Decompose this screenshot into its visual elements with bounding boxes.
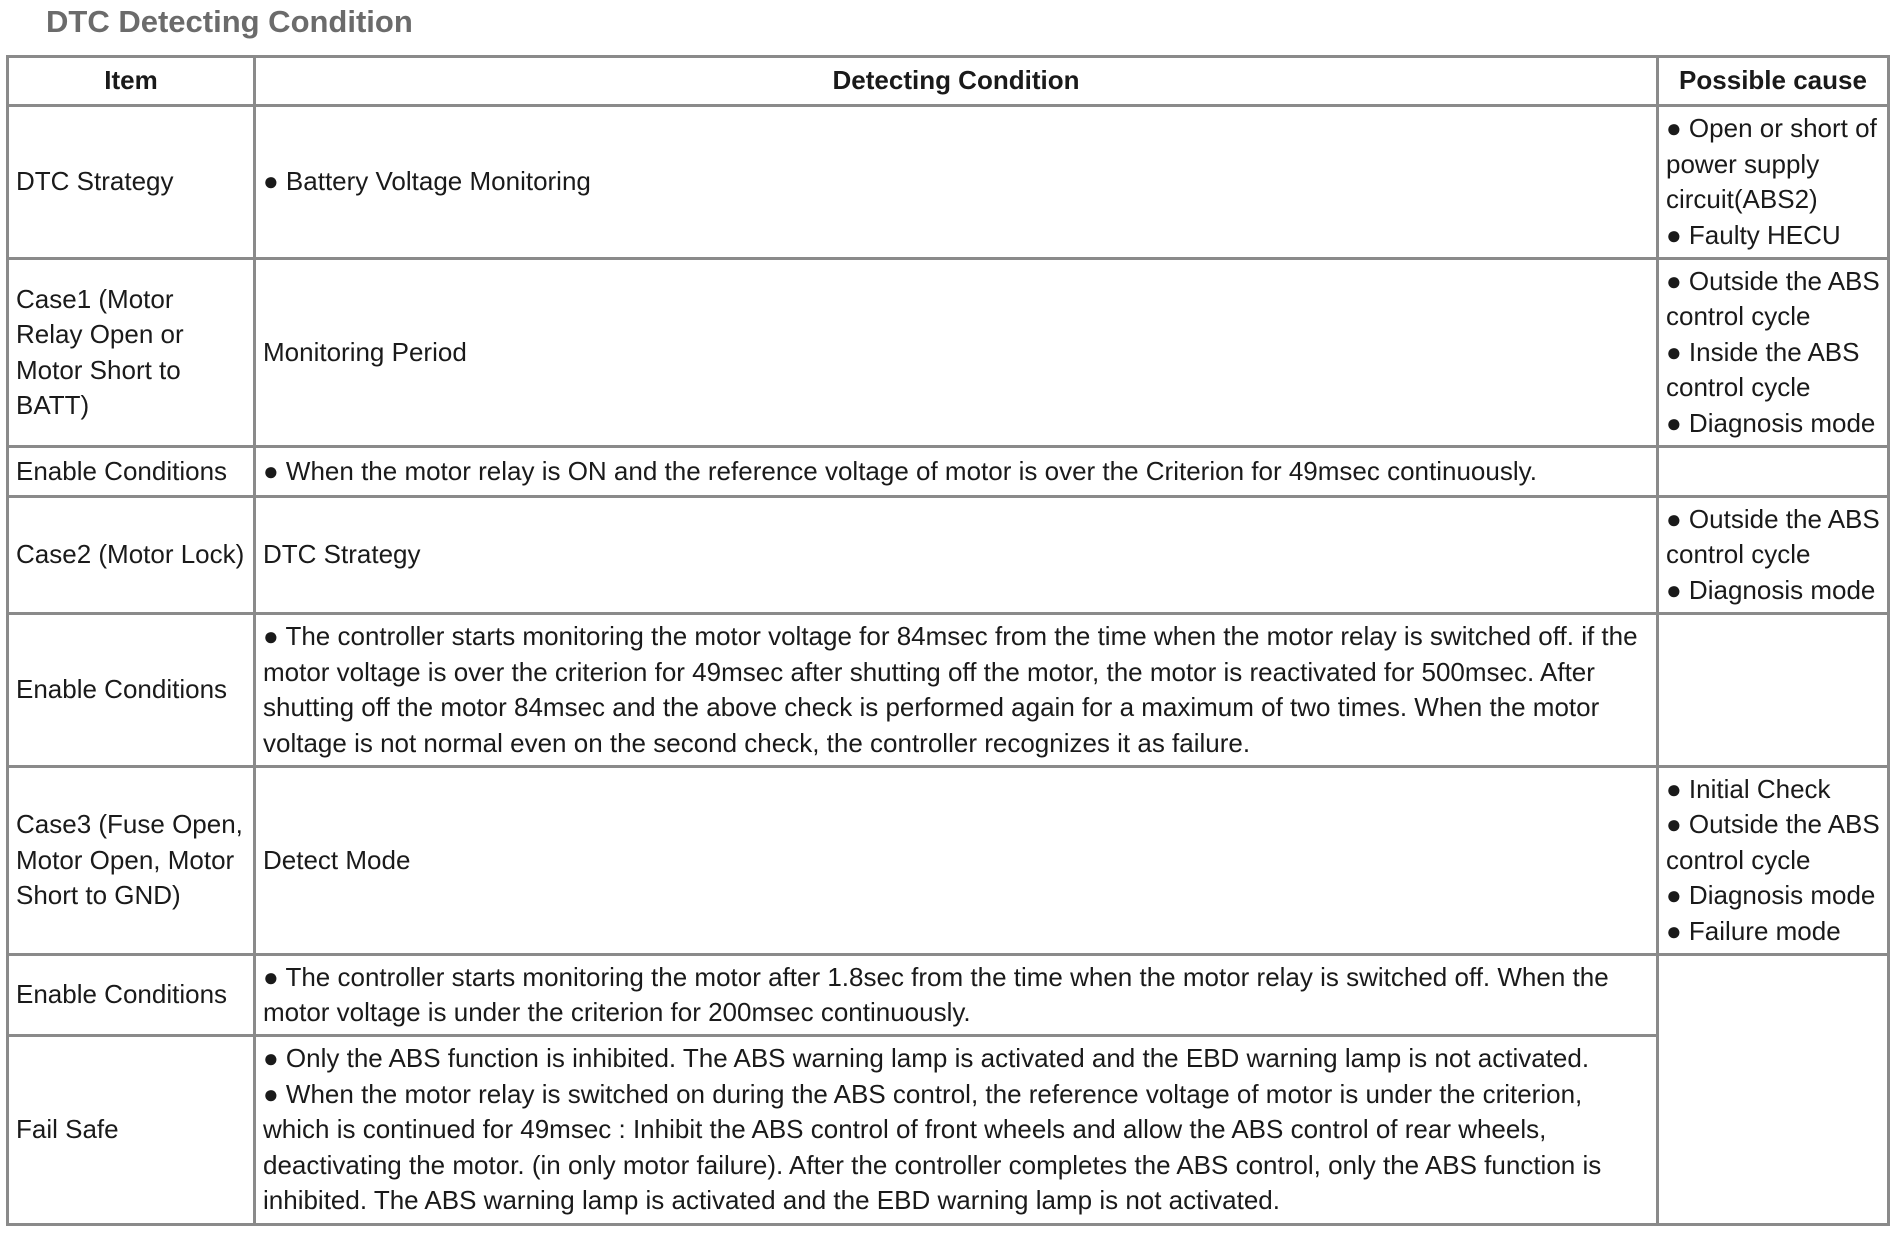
cause-bullet: ● Open or short of power supply circuit(ABS2) bbox=[1666, 113, 1877, 214]
row-condition-cell: Monitoring Period bbox=[255, 259, 1658, 447]
cause-bullet: ● Initial Check bbox=[1666, 773, 1831, 804]
header-possible-cause: Possible cause bbox=[1658, 57, 1889, 106]
row-cause-cell bbox=[1658, 614, 1889, 767]
row-cause-cell bbox=[1658, 767, 1889, 955]
cause-bullet: ● Faulty HECU bbox=[1666, 219, 1841, 250]
row-item-cell: Case1 (Motor Relay Open or Motor Short to BATT) bbox=[8, 259, 255, 447]
row-cause-cell bbox=[1658, 955, 1889, 1225]
row-condition-cell bbox=[255, 1036, 1658, 1225]
row-condition-cell: ● When the motor relay is ON and the reference voltage of motor is over the Criterion for 49msec continuously. bbox=[255, 447, 1658, 497]
row-condition-cell: ● The controller starts monitoring the motor after 1.8sec from the time when the motor relay is switched off. When the motor voltage is under the criterion for 200msec continuously. bbox=[255, 955, 1658, 1036]
dtc-condition-table bbox=[6, 55, 1890, 1226]
row-cause-cell bbox=[1658, 259, 1889, 447]
cause-bullet: ● Failure mode bbox=[1666, 915, 1841, 946]
row-condition-cell: Detect Mode bbox=[255, 767, 1658, 955]
row-item-cell: Enable Conditions bbox=[8, 447, 255, 497]
row-item-cell: Fail Safe bbox=[8, 1036, 255, 1225]
table-row bbox=[8, 106, 1889, 259]
header-detecting-condition: Detecting Condition bbox=[255, 57, 1658, 106]
header-item: Item bbox=[8, 57, 255, 106]
row-condition-cell: ● Battery Voltage Monitoring bbox=[255, 106, 1658, 259]
condition-bullet: ● Only the ABS function is inhibited. The ABS warning lamp is activated and the EBD warning lamp is not activated. bbox=[263, 1043, 1590, 1074]
row-item-cell: DTC Strategy bbox=[8, 106, 255, 259]
row-condition-cell: ● The controller starts monitoring the motor voltage for 84msec from the time when the motor relay is switched off. if the motor voltage is over the criterion for 49msec after shutting off the motor, the motor is reactivated for 500msec. After shutting off the motor 84msec and the above check is performed again for a maximum of two times. When the motor voltage is not normal even on the second check, the controller recognizes it as failure. bbox=[255, 614, 1658, 767]
row-item-cell: Case3 (Fuse Open, Motor Open, Motor Short to GND) bbox=[8, 767, 255, 955]
row-item-cell: Case2 (Motor Lock) bbox=[8, 497, 255, 614]
row-item-cell: Enable Conditions bbox=[8, 955, 255, 1036]
row-cause-cell bbox=[1658, 497, 1889, 614]
cause-bullet: ● Diagnosis mode bbox=[1666, 574, 1876, 605]
condition-bullet: ● When the motor relay is switched on during the ABS control, the reference voltage of motor is under the criterion, which is continued for 49msec : Inhibit the ABS control of front wheels and allow the ABS control of rear wheels, deactivating the motor. (in only motor failure). After the controller completes the ABS control, only the ABS function is inhibited. The ABS warning lamp is activated and the EBD warning lamp is not activated. bbox=[263, 1078, 1602, 1216]
table-row bbox=[8, 955, 1889, 1036]
table-row bbox=[8, 447, 1889, 497]
cause-bullet: ● Diagnosis mode bbox=[1666, 880, 1876, 911]
page-title: DTC Detecting Condition bbox=[46, 4, 413, 39]
table-row bbox=[8, 767, 1889, 955]
table-row bbox=[8, 497, 1889, 614]
row-condition-cell: DTC Strategy bbox=[255, 497, 1658, 614]
cause-bullet: ● Diagnosis mode bbox=[1666, 407, 1876, 438]
table-header-row bbox=[8, 57, 1889, 106]
table-row bbox=[8, 259, 1889, 447]
table-row bbox=[8, 614, 1889, 767]
row-cause-cell bbox=[1658, 447, 1889, 497]
cause-bullet: ● Outside the ABS control cycle bbox=[1666, 503, 1880, 570]
table-row bbox=[8, 1036, 1889, 1225]
row-item-cell: Enable Conditions bbox=[8, 614, 255, 767]
cause-bullet: ● Inside the ABS control cycle bbox=[1666, 336, 1860, 403]
cause-bullet: ● Outside the ABS control cycle bbox=[1666, 265, 1880, 332]
row-cause-cell bbox=[1658, 106, 1889, 259]
cause-bullet: ● Outside the ABS control cycle bbox=[1666, 809, 1880, 875]
